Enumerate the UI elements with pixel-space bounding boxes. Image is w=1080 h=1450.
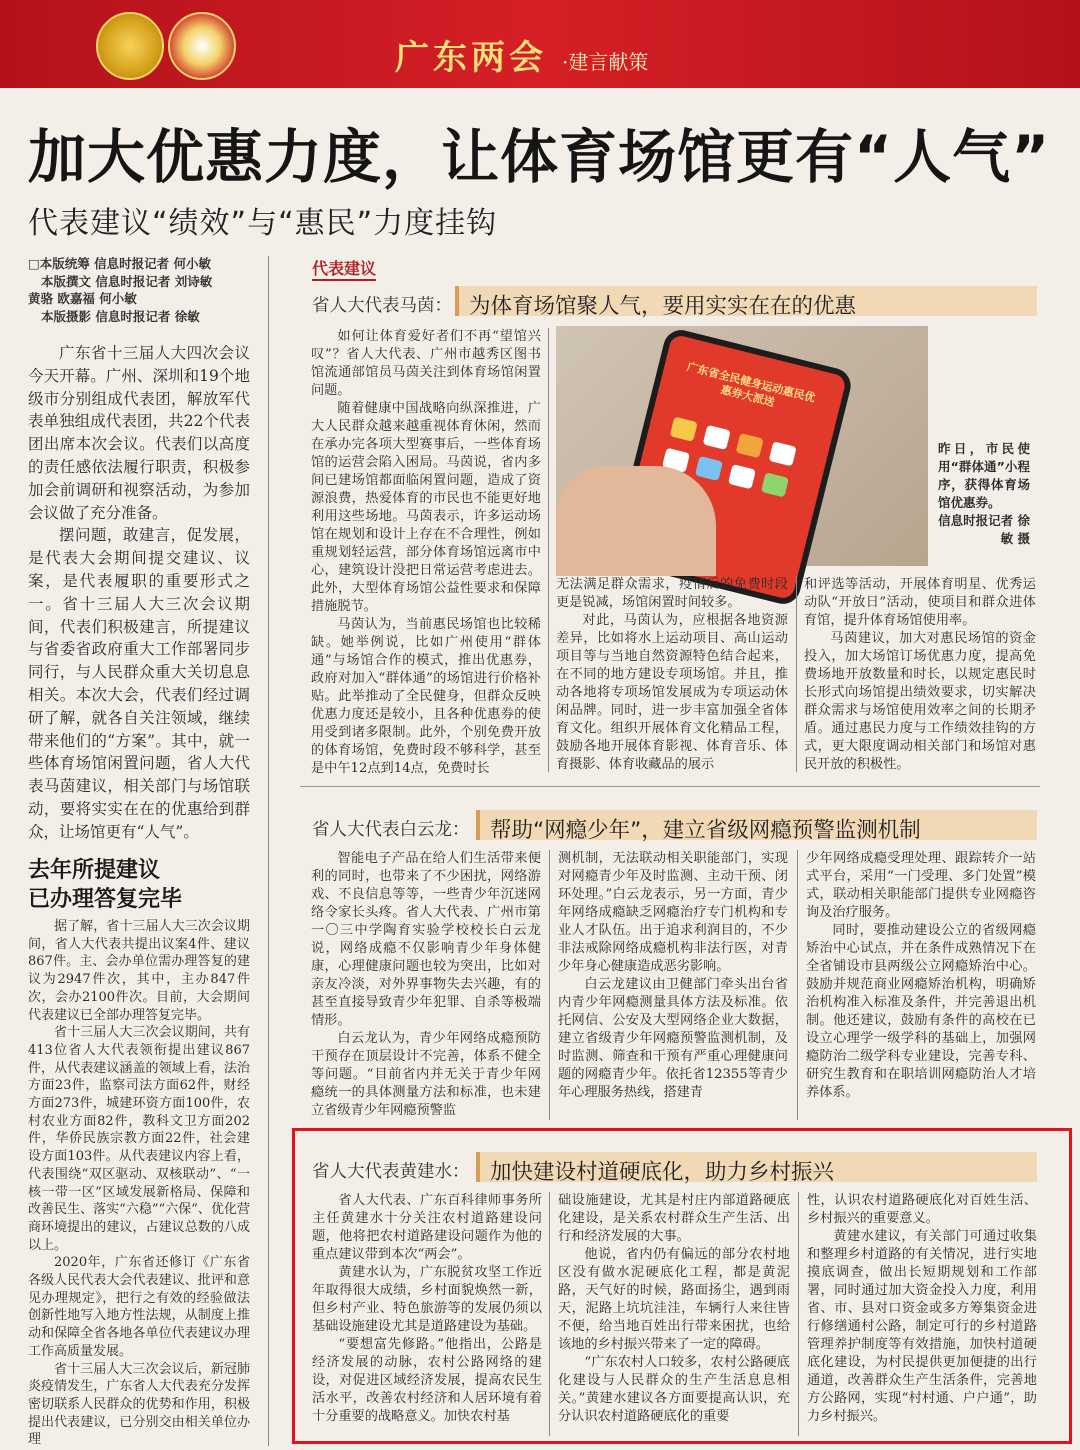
rep-title: 帮助“网瘾少年”，建立省级网瘾预警监测机制 — [490, 818, 921, 843]
rep1-column-3 — [804, 576, 1036, 772]
paragraph: 白云龙建议由卫健部门牵头出台省内青少年网瘾测量具体方法及标准。依托网信、公安及大型网络企业大数据，建立省级青少年网瘾预警监测机制，及时监测、筛查和干预有严重心理健康问题的网瘾青少年。依托省12355等青少年心理服务热线，搭建青 — [558, 977, 788, 1100]
paragraph: 少年网络成瘾受理处理、跟踪转介一站式平台，采用“一门受理、多门处置”模式，联动相关职能部门提供专业网瘾咨询及治疗服务。 — [806, 851, 1036, 920]
paragraph: 他说，省内仍有偏远的部分农村地区没有做水泥硬底化工程，都是黄泥路，天气好的时候，路面扬尘，遇到雨天，泥路上坑坑洼洼，车辆行人来往皆不便，给当地百姓出行带来困扰，也给该地的乡村振兴带来了一定的障碍。 — [558, 1247, 790, 1352]
paragraph: 白云龙认为，青少年网络成瘾预防干预存在顶层设计不完善，体系不健全等问题。“目前省内并无关于青少年网瘾统一的具体测量方法和标准，也未建立省级青少年网瘾预警监 — [311, 1031, 541, 1118]
highlight-frame — [292, 1128, 1072, 1444]
rep1-header — [312, 286, 1037, 318]
rep2-column-2 — [558, 850, 788, 1102]
banner-subtitle: ·建言献策 — [562, 50, 649, 74]
rep2-header — [312, 810, 1037, 842]
app-tile — [670, 417, 698, 442]
phone-screen-text: 广东省全民健身运动惠民优惠券大派送 — [685, 360, 817, 410]
paragraph: 测机制，无法联动相关职能部门，实现对网瘾青少年及时监测、主动干预、闭环处理。”白云龙表示，另一方面，青少年网络成瘾缺乏网瘾治疗专门机构和专业人才队伍。出于追求利润目的，不少非法戒除网络成瘾机构非法行医，对青少年身心健康造成恶劣影响。 — [558, 851, 788, 974]
paragraph: 无法满足群众需求，疫情后的免费时段更是锐减，场馆闲置时间较多。 — [556, 577, 788, 610]
paragraph: 省十三届人大三次会议后，新冠肺炎疫情发生，广东省人大代表充分发挥密切联系人民群众的优势和作用，积极提出代表建议，已分别交由相关单位办理 — [28, 1361, 250, 1448]
column-divider — [796, 576, 797, 772]
column-divider — [268, 256, 269, 1446]
paragraph: 性，认识农村道路硬底化对百姓生活、乡村振兴的重要意义。 — [807, 1193, 1037, 1226]
paragraph: 黄建水建议，有关部门可通过收集和整理乡村道路的有关情况，进行实地摸底调查，做出长短期规划和工作部署，同时通过加大资金投入力度，利用省、市、县对口资金或多方筹集资金进行修缮通村公路，制定可行的乡村道路管理养护制度等有效措施，加快村道硬底化建设，为村民提供更加便捷的出行通道，改善群众生产生活条件，完善地方公路网，实现“村村通、户户通”，助力乡村振兴。 — [807, 1229, 1037, 1424]
byline-line: □本版统筹 信息时报记者 何小敏 — [28, 256, 212, 271]
news-photo — [556, 326, 928, 566]
rep-title: 为体育场馆聚人气，要用实实在在的优惠 — [469, 294, 857, 319]
app-tile — [769, 441, 797, 466]
app-tile — [736, 433, 764, 458]
app-tile — [695, 456, 723, 481]
national-emblem-icon — [96, 12, 164, 80]
section-title — [28, 856, 182, 914]
banner-title: 广东两会 — [395, 38, 547, 78]
rep2-column-3 — [806, 850, 1036, 1102]
byline — [28, 255, 252, 325]
subheadline: 代表建议“绩效”与“惠民”力度挂钩 — [28, 206, 498, 241]
rep-name: 省人大代表黄建水： — [312, 1162, 470, 1182]
rep2-column-1 — [311, 850, 541, 1120]
paragraph: 省人大代表、广东百科律师事务所主任黄建水十分关注农村道路建设问题，他将把农村道路建设问题作为他的重点建议带到本次“两会”。 — [312, 1193, 542, 1262]
caption-text: 昨日，市民使用“群体通”小程序，获得体育场馆优惠券。 — [938, 441, 1030, 510]
paragraph: 同时，要推动建设公立的省级网瘾矫治中心试点，并在条件成熟情况下在全省铺设市县两级公立网瘾矫治中心。鼓励并规范商业网瘾矫治机构，明确矫治机构准入标准及条件，并完善退出机制。他还建议，鼓励有条件的高校在已设立心理学一级学科的基础上，加强网瘾防治二级学科专业建设，完善专科、研究生教育和在职培训网瘾防治人才培养体系。 — [806, 923, 1036, 1100]
paragraph: “要想富先修路。”他指出，公路是经济发展的动脉，农村公路网络的建设，对促进区域经济发展，提高农民生活水平，改善农村经济和人居环境有着十分重要的战略意义。加快农村基 — [312, 1337, 542, 1424]
byline-line: 本版摄影 信息时报记者 徐敏 — [41, 308, 200, 324]
column-divider — [797, 850, 798, 1120]
paragraph: 对此，马茵认为，应根据各地资源差异，比如将水上运动项目、高山运动项目等与当地自然资源特色结合起来，在不同的地方建设专项场馆。并且，推动各地将专项场馆发展成为专项运动休闲品牌。同时，进一步丰富加强全省体育文化。组织开展体育文化精品工程，鼓励各地开展体育影视、体育音乐、体育摄影、体育收藏品的展示 — [556, 613, 788, 772]
paragraph: 广东省十三届人大四次会议今天开幕。广州、深圳和19个地级市分别组成代表团，解放军代表单独组成代表团，共22个代表团出席本次会议。代表们以高度的责任感依法履行职责，积极参加会前调研和视察活动，为参加会议做了充分准备。 — [28, 344, 250, 522]
app-tile — [761, 472, 789, 497]
section-tag: 代表建议 — [312, 256, 376, 281]
paragraph: 智能电子产品在给人们生活带来便利的同时，也带来了不少困扰，网络游戏、不良信息等等，一些青少年沉迷网络令家长头疼。省人大代表、广州市第一〇三中学陶育实验学校校长白云龙说，网络成瘾不仅影响青少年身体健康，心理健康问题也较为突出，比如对亲友冷淡，对外界事物失去兴趣，有的甚至直接导致青少年犯罪、自杀等极端情形。 — [311, 851, 541, 1028]
rep1-column-2 — [556, 576, 788, 772]
byline-line: 本版撰文 信息时报记者 刘诗敏 — [41, 273, 213, 289]
app-tile — [728, 464, 756, 489]
hand-image — [556, 466, 716, 576]
section-title-line: 去年所提建议 — [28, 858, 161, 883]
rep-name: 省人大代表白云龙： — [312, 820, 470, 840]
cppcc-emblem-icon — [168, 12, 236, 80]
headline: 加大优惠力度，让体育场馆更有“人气” — [28, 123, 1051, 191]
column-divider — [549, 850, 550, 1120]
rep-title: 加快建设村道硬底化，助力乡村振兴 — [490, 1160, 835, 1185]
rep-title-bar — [455, 286, 1037, 319]
byline-line: 黄骆 欧嘉福 何小敏 — [28, 291, 137, 306]
rep1-column-1 — [311, 328, 541, 776]
paragraph: 黄建水认为，广东脱贫攻坚工作近年取得很大成绩，乡村面貌焕然一新，但乡村产业、特色旅游等的发展仍须以基础设施建设尤其是道路建设为基础。 — [312, 1265, 542, 1334]
section-article — [28, 918, 250, 1448]
paragraph: 2020年，广东省还修订《广东省各级人民代表大会代表建议、批评和意见办理规定》，把行之有效的经验做法创新性地写入地方性法规，从制度上推动和保障全省各地各单位代表建议办理工作高质量发展。 — [28, 1255, 250, 1359]
paragraph: 据了解，省十三届人大三次会议期间，省人大代表共提出议案4件、建议867件。主、会办单位需办理答复的建议为2947件次，其中，主办847件次，会办2100件次。目前，大会期间代表建议已全部办理答复完毕。 — [28, 919, 250, 1023]
rep-title-bar — [476, 810, 1037, 843]
caption-credit: 信息时报记者 徐敏 摄 — [938, 513, 1030, 546]
section-divider — [300, 786, 1040, 787]
photo-caption — [938, 440, 1030, 548]
section-title-line: 已办理答复完毕 — [28, 887, 183, 912]
column-divider — [548, 328, 549, 772]
paragraph: 马茵建议，加大对惠民场馆的资金投入，加大场馆订场优惠力度，提高免费场地开放数量和时长，以规定惠民时长形式向场馆提出绩效要求，切实解决群众需求与场馆使用效率之间的长期矛盾。通过惠民力度与工作绩效挂钩的方式，更大限度调动相关部门和场馆对惠民开放的积极性。 — [804, 631, 1036, 772]
paragraph: 如何让体育爱好者们不再“望馆兴叹”？省人大代表、广州市越秀区图书馆流通部馆员马茵关注到体育场馆闲置问题。 — [311, 329, 541, 398]
paragraph: “广东农村人口较多，农村公路硬底化建设与人民群众的生产生活息息相关。”黄建水建议各方面要提高认识，充分认识农村道路硬底化的重要 — [558, 1355, 790, 1424]
paragraph: 和评选等活动，开展体育明星、优秀运动队“开放日”活动，使项目和群众进体育馆，提升体育场馆使用率。 — [804, 577, 1036, 628]
paragraph: 础设施建设，尤其是村庄内部道路硬底化建设，是关系农村群众生产生活、出行和经济发展的大事。 — [558, 1193, 790, 1244]
paragraph: 随着健康中国战略向纵深推进，广大人民群众越来越重视体育休闲，然而在承办完各项大型赛事后，一些体育场馆的运营会陷入困局。马茵说，省内多间已建场馆都面临闲置问题，造成了资源浪费，热爱体育的市民也不能更好地利用这些场地。马茵表示，许多运动场馆在规划和设计上存在不合理性，例如重规划轻运营，部分体育场馆远离市中心，建筑设计没把日常运营考虑进去。此外，大型体育场馆公益性要求和保障措施脱节。 — [311, 401, 541, 614]
rep-name: 省人大代表马茵： — [312, 296, 452, 316]
intro-article — [28, 342, 250, 841]
app-tile — [703, 425, 731, 450]
paragraph: 摆问题，敢建言，促发展，是代表大会期间提交建议、议案，是代表履职的重要形式之一。省十三届人大三次会议期间，代表们积极建言，所提建议与省委省政府重大工作部署同步同行，与人民群众重大关切息息相关。本次大会，代表们经过调研了解，就各自关注领域，继续带来他们的“方案”。其中，就一些体育场馆闲置问题，省人大代表马茵建议，相关部门与场馆联动，要将实实在在的优惠给到群众，让场馆更有“人气”。 — [28, 526, 250, 841]
paragraph: 马茵认为，当前惠民场馆也比较稀缺。她举例说，比如广州使用“群体通”与场馆合作的模式，推出优惠券，政府对加入“群体通”的场馆进行价格补贴。此举推动了全民健身，但群众反映优惠力度还是较小，且各种优惠券的使用受到诸多限制。此外，个别免费开放的体育场馆，免费时段不够科学，甚至是中午12点到14点，免费时长 — [311, 617, 541, 776]
paragraph: 省十三届人大三次会议期间，共有413位省人大代表领衔提出建议867件，从代表建议涵盖的领域上看，法治方面23件，监察司法方面62件，财经方面273件，城建环资方面100件，农村农业方面82件，教科文卫方面202件，华侨民族宗教方面22件，社会建设方面103件。从代表建议内容上看，代表围绕“双区驱动、双核联动”、“一核一带一区”区域发展新格局、保障和改善民生、落实“六稳”“六保”、优化营商环境提出的建议，占建议总数的八成以上。 — [28, 1025, 250, 1253]
